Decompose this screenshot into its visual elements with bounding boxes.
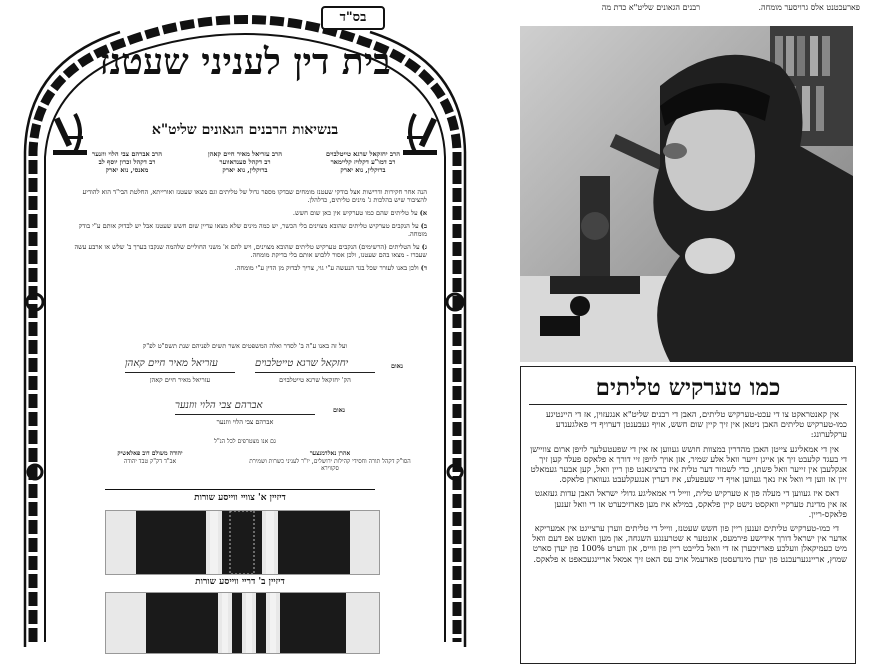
- article-paragraph: אין קאנטראקט צו די עכט-טערקיש טליתים, האבן די רבנים שליט"א אנגעזוין, אז די היינטיגע כמו-טערקיש טליתים האבן ניטאן אין זיך קיין שום חשש, אויף געבענטן דערויף די פאלגענדע ערקלערונג:: [545, 409, 847, 440]
- court-title: בית דין לעניני שעטנז: [99, 41, 391, 83]
- type1-caption: דיזיין א' צוויי ווייסע שורות: [105, 489, 375, 504]
- signatory-name: עזריאל מאיר חיים קאהן: [149, 376, 211, 384]
- cosigner-block-2: [245, 450, 415, 473]
- certificate: [5, 2, 485, 668]
- item-text: ולכן באנו לעורר שכל בגד הנעשה ע"י גוי, צריך לבדוק מן הדין ע"י מומחה.: [234, 264, 419, 272]
- item-label: א): [419, 209, 427, 217]
- cosigners-label: גם אנו מצטרפים לכל הנ"ל: [214, 438, 276, 445]
- article-title: כמו טערקיש טליתים: [595, 374, 781, 401]
- handwritten-signature: אברהם צבי הלוי ווזנער: [175, 400, 315, 415]
- top-snippet-right: פארעכטנט אלס גרויסער מומחה.: [758, 3, 860, 12]
- cosigner-title: הסו"ק דקהל תורה וחסידי קהילות ירושלים, יו"ר לעניני כשרות ושמירת סקווירא: [249, 457, 411, 472]
- right-column: [520, 0, 869, 669]
- signature-row-1: [105, 358, 403, 388]
- intro-paragraph: הנה אחר חקירות ודרישות אצל בודקי שעטנז מומחים שבדקו מספר גדול של טליתים וגם מצאו שעטנז ואורייתא, החלטת הבי"ד הוא להודיע להציבור שיש בהלכות ג' מינים טליתים, כדלהלן.: [82, 188, 427, 204]
- handwritten-signature: עזריאל מאיר חיים קאהן: [125, 358, 235, 373]
- ruling-item-b: [63, 222, 427, 238]
- tallit-swatch-type2: [105, 592, 380, 654]
- cosigner-block-1: [75, 450, 225, 465]
- item-text: על טליתים שהם כמו טערקיש אין כאן שום חשש.: [292, 209, 418, 217]
- photo-image: [520, 26, 853, 362]
- auspices-line: בנשיאות הרבנים הגאונים שליט"א: [151, 122, 339, 138]
- rabbi-name: הרב יחזקאל שרגא טייטלבוים: [326, 150, 400, 158]
- item-label: ג): [421, 243, 427, 251]
- rabbi-block-3: [67, 150, 187, 174]
- signatory-name: אברהם צבי הלוי ווזנער: [216, 418, 274, 426]
- sig-label: נאום: [390, 362, 403, 370]
- item-text: על הנקבים טערקיש טליתים שהובא מצוינים בלי הכשר, יש כמה מינים שלא מצאו עדיין שום חשש שעטנז אבל יש לבדוק אותם ע"י בודק מומחה.: [78, 222, 427, 238]
- rabbi-place: ברוקלין, נוא יארק: [340, 166, 386, 174]
- ruling-item-c: [63, 243, 427, 259]
- top-snippet-left: רבנים הגאונים שליט"א כדת מה: [601, 3, 700, 12]
- tallit-stripes-image: [106, 593, 379, 653]
- ruling-item-d: [63, 264, 427, 272]
- article-paragraph: די כמו-טערקיש טליתים זענען ריין פון חשש שעטנז, ווייל די טליתים ווערן ערצייגט אין אמעריקא אדער אין ישראל דורך אידישע פירמעס, אונטער א שטרענגע השגחה, און מען וואשט אפ דעם וואל מיט כעמיקאלן וועלכע פארזיכערן אז די וואל בלייבט ריין פון ווייס, און ווערט 100% פון יעדן סארט שמוץ, אריינגערעכנט פון יעדן מינדעסטן פאדעמל אויב עס האט זיך אמאל אריינגעכאפט א פלאקס.: [532, 523, 847, 564]
- tallit-swatch-type1: [105, 510, 380, 575]
- bsd-heading: בס"ד: [321, 6, 385, 30]
- cosigner-name: אהרן נאלדמנצער: [309, 450, 351, 457]
- rabbi-title: רב דקהל זכרון יוסף לב: [98, 158, 156, 166]
- rabbi-place: מאנסי, נוא יארק: [105, 166, 149, 174]
- rabbi-name: הרב אברהם צבי הלוי ווזנער: [92, 150, 162, 158]
- tallit-stripes-image: [106, 511, 379, 574]
- title-divider: [529, 404, 847, 405]
- item-text: על הטליתים (הרשימים) הנקבים טערקיש טליתים שהובא מצוינים, ויש להם א' משני החוליים שלהמה שנקבו בערך ב' שלש או ארבע עשה שעברו - מצאו בהם שעטנז, ולכן אסור ללבוש אותם בלי בדיקת מומחה.: [74, 243, 427, 259]
- rabbi-title: רב דקהל סענדאווער: [219, 158, 271, 166]
- sig-label: נאום: [332, 406, 345, 414]
- rabbi-block-2: [185, 150, 305, 174]
- article-paragraph: אין די אמאליגע צייטן האבן מהדרין במצוות חושש געווען אז אין די שפעטעלעך לויפן ארום צוויישן די בעגד קלעבט זיך אן אייגן זייער וואל אלע שמיר, אזן אויך לויפן זיי דורך א פלאקס פעלד קען זיך אנקלעבן אין זייער וואל פשתן, כדי לשמור דער טלית איז ברציגאנט פון ריין וואל, קען אבער געמאלט זיין אז ווען די וואל איז נאך געווען אויף די שעפעלע, איז דערין אנגעקלעבט געווארן פלאקס.: [530, 443, 847, 485]
- certificate-body: [63, 188, 427, 277]
- cosigner-title: אב"ד דק"ק טבד יהודה: [123, 457, 177, 465]
- signature-row-2: [165, 400, 345, 430]
- handwritten-signature: יחזקאל שרגא טייטלבוים: [255, 358, 375, 373]
- rabbi-title: רב דמו"ע דקלויז קליימאר: [330, 158, 396, 166]
- signatory-name: הק' יחזקאל שרגא טייטלבוים: [279, 376, 351, 384]
- item-label: ד): [420, 264, 427, 272]
- item-label: ב): [420, 222, 427, 230]
- photo-inspector-microscope: [520, 26, 853, 362]
- signing-date-line: ועל זה באנו ע"ה ב' לסדר ואלה המשפטים אשר תשים לפניהם שנת תשס"ט לפ"ק: [142, 342, 348, 350]
- rabbi-name: הרב עזריאל מאיר חיים קאהן: [207, 150, 282, 158]
- rabbi-block-1: [303, 150, 423, 174]
- article-paragraph: דאס איז געווען די מעלה פון א טערקיש טלית, ווייל די אמאליגע גדולי ישראל האבן עדות געזאגט אז אין מדינת טערקיי וואקסט נישט קיין פלאקס, במילא איז מען פארזיכערט אז די וואל זענען פלאקס-ריין.: [535, 488, 847, 519]
- ruling-item-a: [63, 209, 427, 217]
- type2-caption: דיזיין ב' דריי ווייסע שורות: [195, 577, 285, 587]
- cosigner-name: יהודה משולם דוב פאלאשיק: [117, 450, 183, 457]
- article-body: [529, 409, 847, 568]
- rabbi-place: ברוקלין, נוא יארק: [222, 166, 268, 174]
- article-box: [520, 366, 856, 664]
